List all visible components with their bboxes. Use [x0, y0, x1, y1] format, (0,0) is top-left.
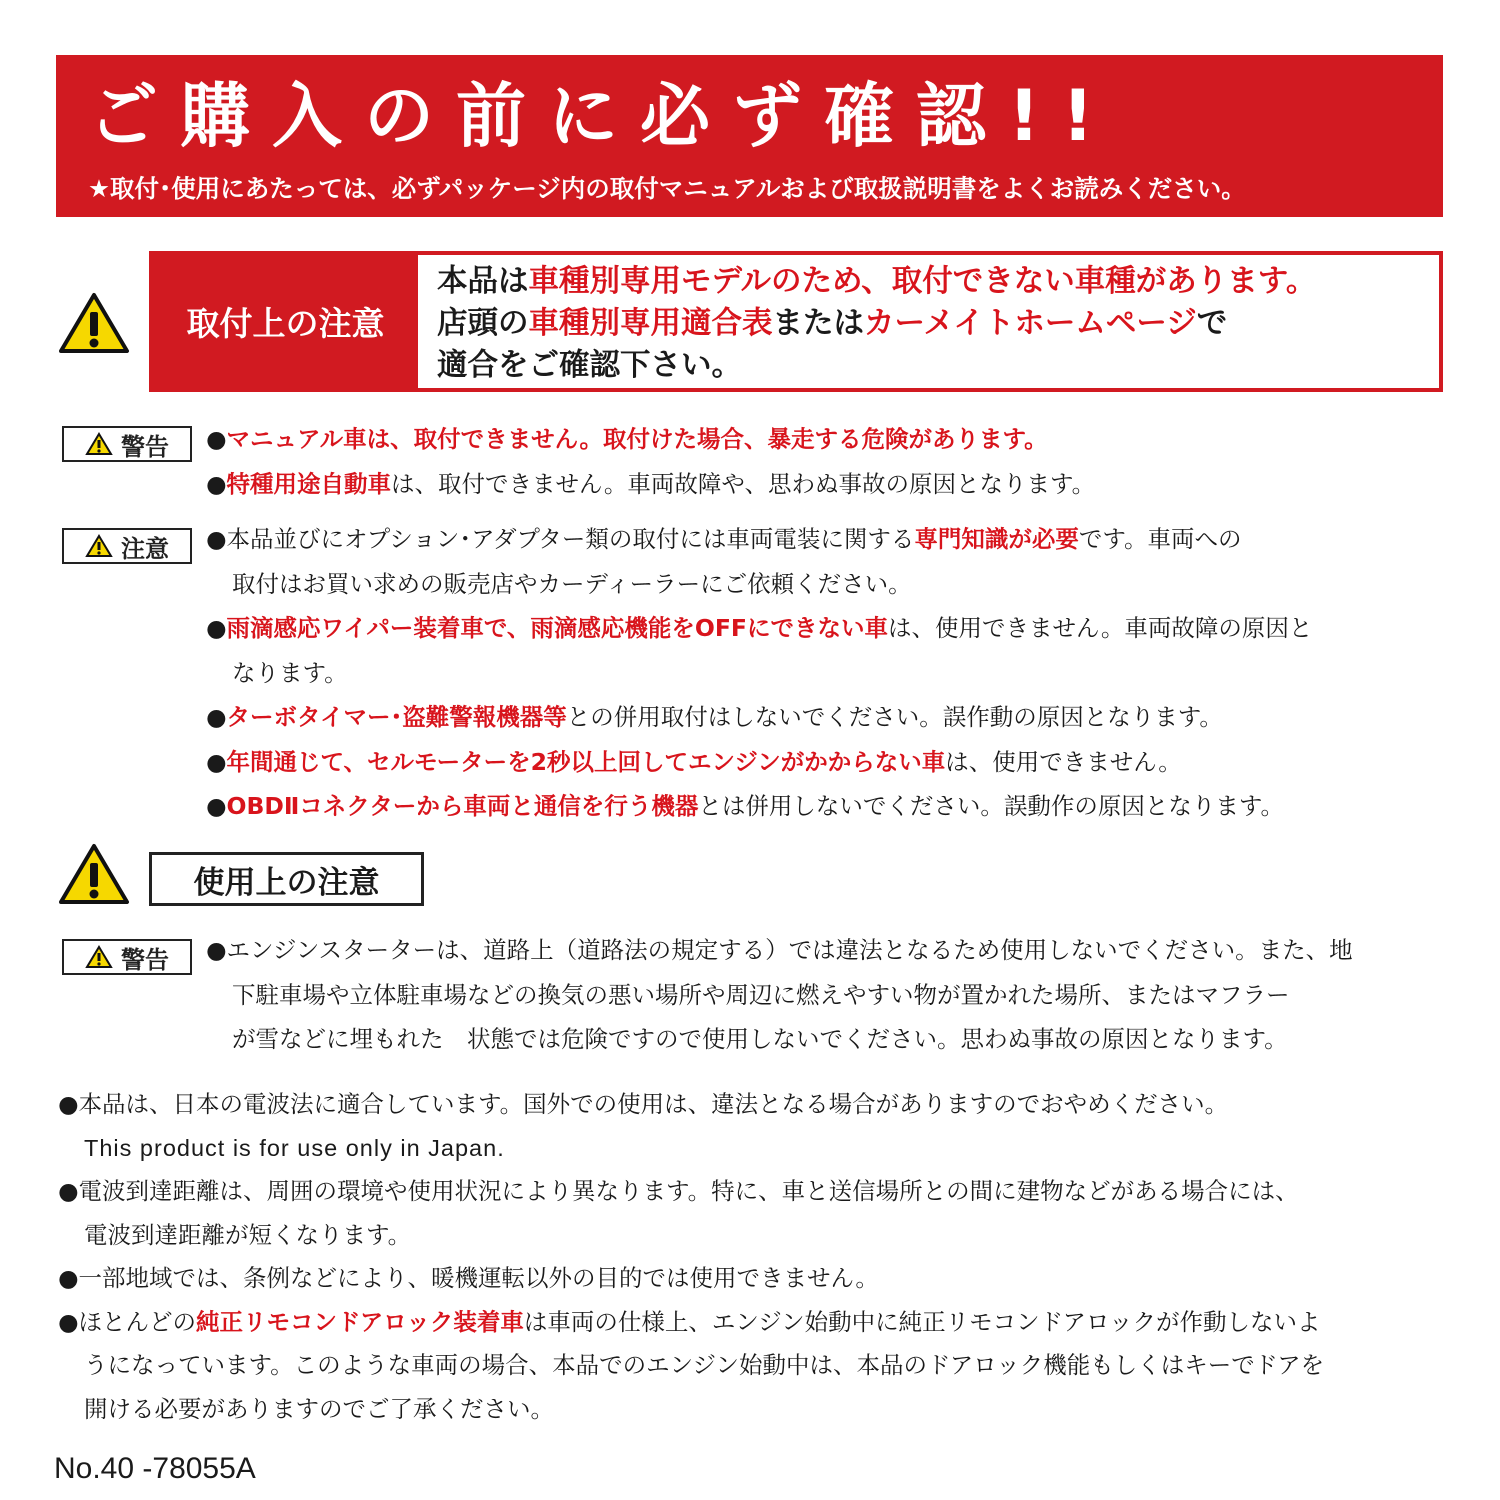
warning-triangle-icon [85, 534, 113, 558]
install-notice-box [149, 251, 1443, 392]
list-item: ●ほとんどの純正リモコンドアロック装着車は車両の仕様上、エンジン始動中に純正リモコンドアロックが作動しないよ [58, 1307, 1321, 1336]
warning-badge: 警告 [62, 939, 192, 975]
banner-subtitle: ★取付･使用にあたっては、必ずパッケージ内の取付マニュアルおよび取扱説明書をよくお読みください。 [88, 174, 1246, 203]
warning-triangle-icon [85, 432, 113, 456]
warning-triangle-icon [58, 843, 130, 905]
warning-badge: 警告 [62, 426, 192, 462]
english-note: This product is for use only in Japan. [84, 1134, 505, 1161]
warning-triangle-icon [85, 945, 113, 969]
list-item-cont: なります。 [232, 658, 348, 687]
caution-badge: 注意 [62, 528, 192, 564]
install-line-1: 本品は車種別専用モデルのため、取付できない車種があります。 [437, 264, 1317, 299]
list-item: ●一部地域では、条例などにより、暖機運転以外の目的では使用できません。 [58, 1264, 879, 1292]
list-item-cont: 開ける必要がありますのでご了承ください。 [84, 1394, 554, 1423]
list-item-cont: 取付はお買い求めの販売店やカーディーラーにご依頼ください。 [232, 569, 912, 598]
install-line-2: 店頭の車種別専用適合表またはカーメイトホームページで [437, 306, 1228, 341]
list-item: ●ターボタイマー･盗難警報機器等との併用取付はしないでください。誤作動の原因となります。 [206, 703, 1223, 731]
list-item: ●エンジンスターターは、道路上（道路法の規定する）では違法となるため使用しないでください。また、地 [206, 936, 1353, 964]
install-notice-text [437, 261, 1437, 387]
install-notice-label: 取付上の注意 [153, 255, 418, 388]
warning-triangle-icon [58, 292, 130, 354]
list-item: ●本品は、日本の電波法に適合しています。国外での使用は、違法となる場合がありますのでおやめください。 [58, 1090, 1229, 1118]
use-notice-label: 使用上の注意 [149, 852, 424, 906]
use-warnings [206, 928, 1353, 1062]
list-item: ●電波到達距離は、周囲の環境や使用状況により異なります。特に、車と送信場所との間に建物などがある場合には、 [58, 1177, 1299, 1205]
banner-title: ご購入の前に必ず確認!! [88, 75, 1116, 157]
install-warnings [206, 417, 1095, 506]
list-item-cont: が雪などに埋もれた 状態では危険ですので使用しないでください。思わぬ事故の原因となります。 [232, 1025, 1288, 1053]
list-item: ●マニュアル車は、取付できません。取付けた場合、暴走する危険があります。 [206, 425, 1048, 453]
general-notes [58, 1083, 1324, 1431]
top-banner [56, 55, 1443, 217]
list-item: ●年間通じて、セルモーターを2秒以上回してエンジンがかからない車は、使用できません。 [206, 747, 1182, 776]
list-item: ●本品並びにオプション･アダプター類の取付には車両電装に関する専門知識が必要です。車両への [206, 525, 1242, 553]
model-number: No.40 -78055A [54, 1452, 256, 1485]
install-line-3: 適合をご確認下さい。 [437, 348, 742, 383]
list-item: ●OBDⅡコネクターから車両と通信を行う機器とは併用しないでください。誤動作の原因となります。 [206, 792, 1285, 820]
list-item: ●特種用途自動車は、取付できません。車両故障や、思わぬ事故の原因となります。 [206, 469, 1096, 498]
list-item-cont: 電波到達距離が短くなります。 [84, 1220, 412, 1249]
install-cautions [206, 517, 1312, 829]
list-item-cont: うになっています。このような車両の場合、本品でのエンジン始動中は、本品のドアロック機能もしくはキーでドアを [84, 1351, 1325, 1379]
list-item: ●雨滴感応ワイパー装着車で、雨滴感応機能をOFFにできない車は、使用できません。車両故障の原因と [206, 614, 1313, 642]
list-item-cont: 下駐車場や立体駐車場などの換気の悪い場所や周辺に燃えやすい物が置かれた場所、またはマフラー [232, 980, 1290, 1009]
